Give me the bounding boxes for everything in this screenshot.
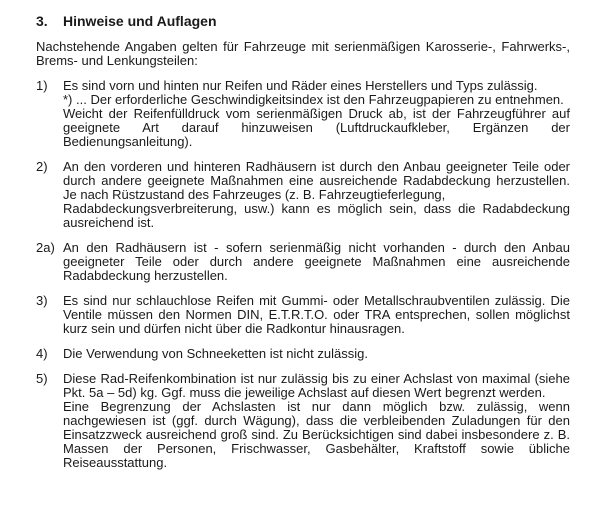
list-item-3 bbox=[36, 294, 570, 336]
intro-paragraph: Nachstehende Angaben gelten für Fahrzeuge mit serienmäßigen Karosserie-, Fahrwerks-, Brems- und Lenkungsteilen: bbox=[36, 39, 570, 68]
item-body bbox=[63, 347, 570, 361]
item-number: 3) bbox=[36, 293, 48, 308]
item-body bbox=[63, 79, 570, 149]
section-number: 3. bbox=[36, 13, 48, 29]
item-paragraph: Weicht der Reifenfülldruck vom serienmäßigen Druck ab, ist der Fahrzeugführer auf geeignete Art darauf hinzuweisen (Luftdruckaufkleber, Ergänzen der Bedienungsanleitung). bbox=[63, 106, 570, 149]
item-paragraph: Es sind nur schlauchlose Reifen mit Gummi- oder Metallschraubventilen zulässig. Die Ventile müssen den Normen DIN, E.T.R.T.O. oder TRA entsprechen, sollen möglichst kurz sein und dürfen nicht über die Radkontur hinausragen. bbox=[63, 293, 570, 336]
item-body bbox=[63, 241, 570, 283]
list-item-2 bbox=[36, 160, 570, 230]
list-item-4 bbox=[36, 347, 570, 361]
item-number: 2) bbox=[36, 159, 48, 174]
item-number: 5) bbox=[36, 371, 48, 386]
item-number: 1) bbox=[36, 78, 48, 93]
item-paragraph: An den vorderen und hinteren Radhäusern ist durch den Anbau geeigneter Teile oder durch andere geeignete Maßnahmen eine ausreichende Radabdeckung herzustellen. Je nach Rüstzustand des Fahrzeuges (z. B. Fahrzeugtieferlegung, bbox=[63, 159, 570, 202]
list-item-1 bbox=[36, 79, 570, 149]
item-paragraph: Eine Begrenzung der Achslasten ist nur dann möglich bzw. zulässig, wenn nachgewiesen ist (ggf. durch Wägung), dass die verbleibenden Zuladungen für den Einsatzzweck ausreichend groß sind. Zu Berücksichtigen sind dabei insbesondere z. B. Massen der Personen, Frischwasser, Gasbehälter, Kraftstoff sowie übliche Reiseausstattung. bbox=[63, 399, 570, 470]
list-item-5 bbox=[36, 372, 570, 470]
item-paragraph: Es sind vorn und hinten nur Reifen und Räder eines Herstellers und Typs zulässig. bbox=[63, 78, 538, 93]
item-paragraph: *) ... Der erforderliche Geschwindigkeitsindex ist den Fahrzeugpapieren zu entnehmen. bbox=[63, 92, 564, 107]
list-item-2a bbox=[36, 241, 570, 283]
item-paragraph: Radabdeckungsverbreiterung, usw.) kann es möglich sein, dass die Radabdeckung ausreichend ist. bbox=[63, 201, 570, 230]
item-paragraph: Diese Rad-Reifenkombination ist nur zulässig bis zu einer Achslast von maximal (siehe Pkt. 5a – 5d) kg. Ggf. muss die jeweilige Achslast auf diesen Wert begrenzt werden. bbox=[63, 371, 570, 400]
item-paragraph: Die Verwendung von Schneeketten ist nicht zulässig. bbox=[63, 346, 368, 361]
item-number: 4) bbox=[36, 346, 48, 361]
section-title: Hinweise und Auflagen bbox=[63, 13, 217, 29]
item-body bbox=[63, 372, 570, 470]
item-body bbox=[63, 160, 570, 230]
item-body bbox=[63, 294, 570, 336]
section-heading bbox=[36, 13, 570, 29]
item-number: 2a) bbox=[36, 240, 55, 255]
item-paragraph: An den Radhäusern ist - sofern serienmäßig nicht vorhanden - durch den Anbau geeigneter Teile oder durch andere geeignete Maßnahmen eine ausreichende Radabdeckung herzustellen. bbox=[63, 240, 570, 283]
